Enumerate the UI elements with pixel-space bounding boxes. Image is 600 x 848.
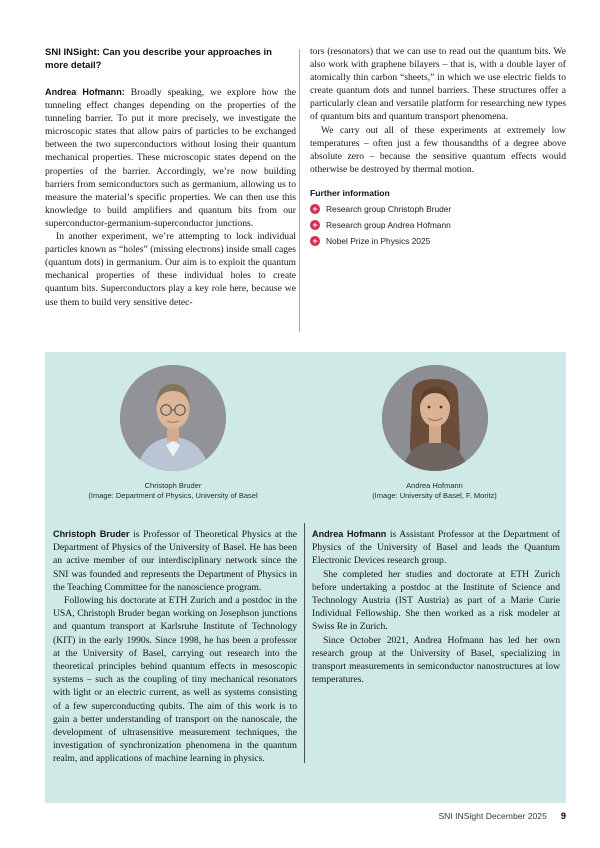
paragraph-text: is Assistant Professor at the Department of Physics of the University of Basel and leads the Quantum Electronic Devices research group. [312, 529, 560, 567]
bio-paragraph: She completed her studies and doctorate at ETH Zurich before undertaking a postdoc at the Institute of Science and Technology Austria (IST Austria) as part of a Marie Curie Individual Fellowship. She then worked as a risk modeler at Swiss Re in Zurich. [312, 568, 560, 633]
andrea-hofmann-photo [382, 365, 488, 471]
issue-label: SNI INSight December 2025 [438, 811, 547, 821]
bio-person-name: Christoph Bruder [53, 529, 130, 539]
further-information-heading: Further information [310, 187, 390, 198]
answer-paragraph: We carry out all of these experiments at extremely low temperatures – often just a few thousandths of a degree above absolute zero – because the sensitive quantum effects would otherwise be destroyed by thermal motion. [310, 124, 566, 175]
paragraph-text: is Professor of Theoretical Physics at the Department of Physics of the University of Basel. He has been an active member of our interdisciplinary network since the SNI was founded and represents the Department of Physics in the Teaching Committee for the nanoscience program. [53, 529, 298, 593]
figure-christoph-bruder [45, 365, 301, 501]
article-right-column [310, 45, 566, 252]
plus-circle-icon: + [310, 220, 320, 230]
answer-paragraph: tors (resonators) that we can use to read out the quantum bits. We also work with graphene bilayers – that is, with a double layer of atomically thin carbon “sheets,” in which we use electric fields to create quantum dots and tunnel barriers. These structures offer a particularly clean and versatile platform for researching new types of quantum bits and quantum transport phenomena. [310, 46, 566, 123]
interview-question: SNI INSight: Can you describe your approaches in more detail? [45, 47, 272, 71]
man-portrait-illustration [120, 365, 226, 471]
figure-andrea-hofmann [303, 365, 566, 501]
person-name: Andrea Hofmann [406, 481, 463, 490]
photo-caption [45, 481, 301, 501]
bio-person-name: Andrea Hofmann [312, 529, 387, 539]
plus-circle-icon: + [310, 236, 320, 246]
woman-portrait-illustration [382, 365, 488, 471]
link-label[interactable]: Nobel Prize in Physics 2025 [326, 235, 431, 246]
bio-paragraph: Following his doctorate at ETH Zurich and a postdoc in the USA, Christoph Bruder began working on Josephson junctions and quantum transport at Karlsruhe Institute of Technology (KIT) in the early 1990s. Since 1998, he has been a professor at the University of Basel, carrying out research into the theoretical principles behind quantum effects in mesoscopic systems – such as the coupling of tiny mechanical resonators with light or an electric current, as well as systems consisting of a few superconducting qubits. The aim of this work is to gain a better understanding of transport on the nanoscale, the development of ultrasensitive measurement techniques, the investigation of synchronization phenomena in the quantum realm, and applications of machine learning in physics. [53, 595, 297, 765]
link-label[interactable]: Research group Christoph Bruder [326, 203, 452, 214]
answer-paragraph: In another experiment, we’re attempting to lock individual particles known as “holes” (missing electrons) inside small cages (quantum dots) in germanium. Our aim is to exploit the quantum mechanical properties of these individual holes to create quantum bits. Superconductors play a key role here, because we use them to build very sensitive detec- [45, 231, 296, 308]
link-label[interactable]: Research group Andrea Hofmann [326, 219, 451, 230]
bio-andrea-hofmann [312, 528, 560, 686]
bio-paragraph: Since October 2021, Andrea Hofmann has led her own research group at the University of Basel, specializing in transport measurements in semiconductor nanostructures at low temperatures. [312, 634, 560, 686]
photo-caption [303, 481, 566, 501]
plus-circle-icon: + [310, 204, 320, 214]
person-name: Christoph Bruder [144, 481, 202, 490]
paragraph-text: Broadly speaking, we explore how the tunneling effect changes depending on the properties of the tunneling barrier. To put it more precisely, we investigate the microscopic states that allow pairs of particles to be exchanged between the two superconductors without losing their quantum mechanical properties. These microscopic states depend on the properties of the barrier. Accordingly, we’re now building barriers from semiconductors such as germanium, allowing us to measure the material’s specific properties. We can then use this knowledge to build amplifiers and quantum bits from our superconductor-germanium-superconductor junctions. [45, 87, 296, 229]
link-nobel-prize[interactable] [310, 236, 566, 246]
speaker-name: Andrea Hofmann: [45, 87, 125, 97]
page-footer [45, 811, 566, 821]
bio-paragraph [312, 528, 560, 568]
bio-info-box [45, 352, 566, 803]
bio-column-divider [304, 523, 305, 763]
answer-paragraph [45, 86, 296, 230]
column-divider [299, 49, 300, 332]
image-credit: (Image: Department of Physics, University of Basel [88, 491, 258, 500]
bio-christoph-bruder [53, 528, 297, 766]
page-number: 9 [560, 811, 566, 821]
image-credit: (Image: University of Basel, F. Moritz) [372, 491, 497, 500]
bio-paragraph [53, 528, 297, 594]
christoph-bruder-photo [120, 365, 226, 471]
link-research-group-bruder[interactable] [310, 204, 566, 214]
further-information-section [310, 188, 566, 246]
link-research-group-hofmann[interactable] [310, 220, 566, 230]
article-left-column [45, 47, 296, 309]
